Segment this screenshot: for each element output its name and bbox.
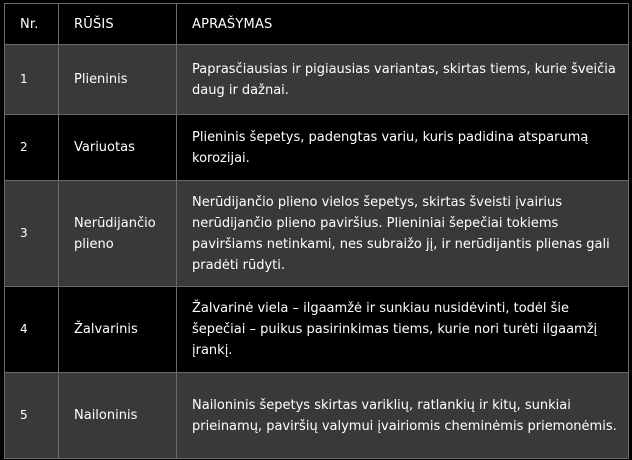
row-description: Plieninis šepetys, padengtas variu, kuris padidina atsparumą korozijai. [177,115,629,181]
row-nr: 5 [5,373,59,459]
header-nr: Nr. [5,4,59,45]
table-row [5,373,629,459]
table-row [5,181,629,287]
row-type: Variuotas [59,115,177,181]
row-description: Nerūdijančio plieno vielos šepetys, skirtas šveisti įvairius nerūdijančio plieno paviršius. Plieniniai šepečiai tokiems paviršiams netinkami, nes subraižo jį, ir nerūdijantis plienas gali pradėti rūdyti. [177,181,629,287]
header-description: APRAŠYMAS [177,4,629,45]
row-description: Paprasčiausias ir pigiausias variantas, skirtas tiems, kurie šveičia daug ir dažnai. [177,45,629,115]
table-header-row [5,4,629,45]
row-type: Žalvarinis [59,287,177,373]
table-row [5,287,629,373]
row-nr: 2 [5,115,59,181]
row-description: Nailoninis šepetys skirtas variklių, ratlankių ir kitų, sunkiai prieinamų, paviršių valymui įvairiomis cheminėmis priemonėmis. [177,373,629,459]
row-nr: 3 [5,181,59,287]
row-nr: 1 [5,45,59,115]
header-type: RŪŠIS [59,4,177,45]
row-type: Plieninis [59,45,177,115]
row-nr: 4 [5,287,59,373]
row-type: Nerūdijančio plieno [59,181,177,287]
table-row [5,45,629,115]
row-type: Nailoninis [59,373,177,459]
table-row [5,115,629,181]
row-description: Žalvarinė viela – ilgaamžė ir sunkiau nusidėvinti, todėl šie šepečiai – puikus pasirinkimas tiems, kurie nori turėti ilgaamžį įrankį. [177,287,629,373]
brush-types-table [4,3,629,459]
